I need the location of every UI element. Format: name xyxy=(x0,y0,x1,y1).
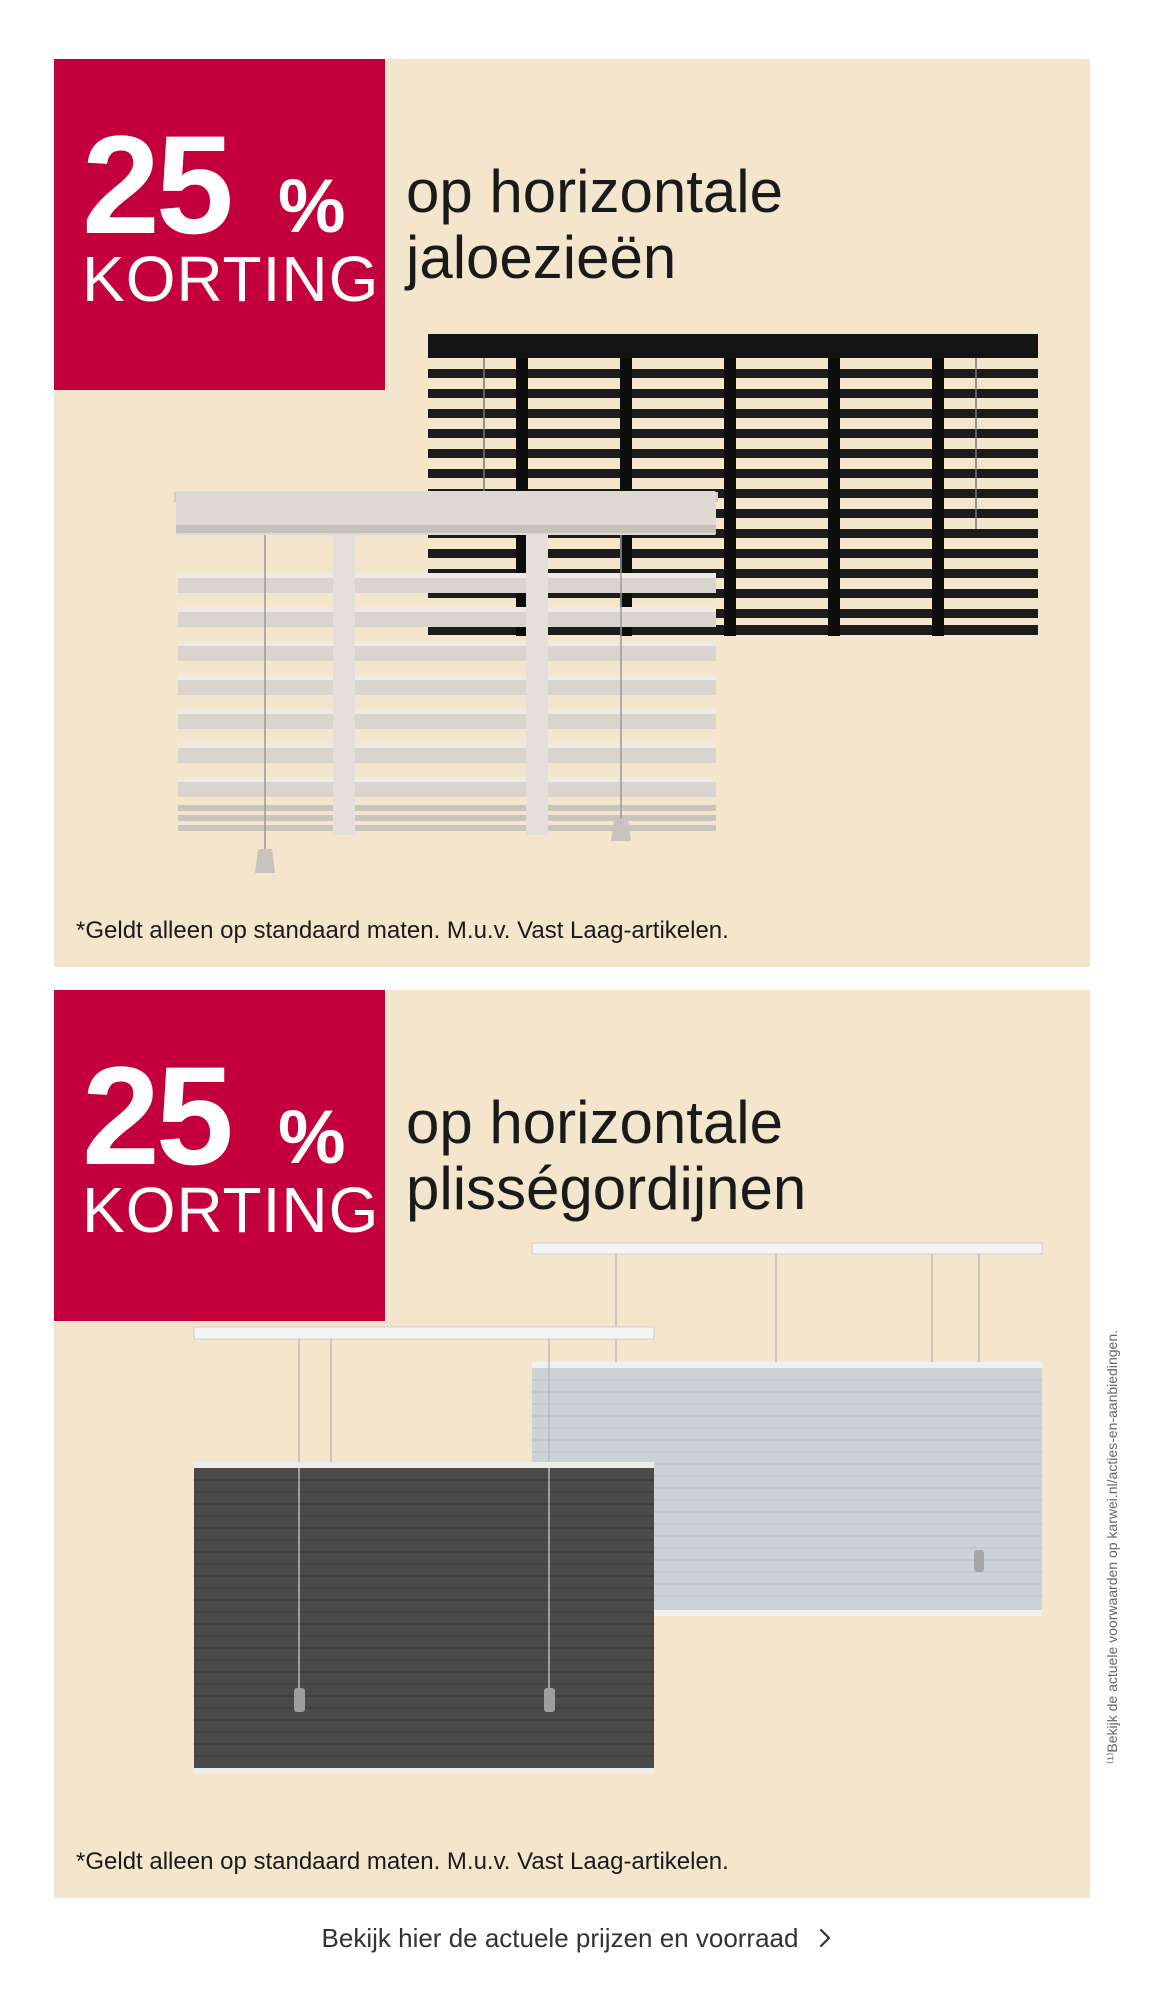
headline-line-2: plisségordijnen xyxy=(406,1155,807,1222)
discount-label: KORTING xyxy=(82,1174,380,1246)
discount-number: 25 xyxy=(82,106,230,263)
disclaimer-text: *Geldt alleen op standaard maten. M.u.v. Vast Laag-artikelen. xyxy=(76,1848,729,1875)
prices-stock-link-label: Bekijk hier de actuele prijzen en voorraad xyxy=(321,1922,799,1953)
headline-line-1: op horizontale xyxy=(406,1089,783,1156)
discount-percent: % xyxy=(278,1095,346,1180)
discount-percent: % xyxy=(278,164,346,249)
promo-card-jaloezieen[interactable] xyxy=(54,59,1090,967)
terms-side-note: ⁽¹⁾Bekijk de actuele voorwaarden op karwei.nl/acties-en-aanbiedingen. xyxy=(1104,1330,1120,1765)
discount-number: 25 xyxy=(82,1037,230,1194)
promo-card-plissegordijnen[interactable] xyxy=(54,990,1090,1898)
discount-badge xyxy=(54,59,385,390)
promo-headline xyxy=(406,159,1066,291)
disclaimer-text: *Geldt alleen op standaard maten. M.u.v. Vast Laag-artikelen. xyxy=(76,917,729,944)
discount-label: KORTING xyxy=(82,243,380,315)
headline-line-1: op horizontale xyxy=(406,158,783,225)
chevron-right-icon xyxy=(818,1927,832,1949)
promo-headline xyxy=(406,1090,1066,1222)
headline-line-2: jaloezieën xyxy=(406,224,677,291)
discount-badge xyxy=(54,990,385,1321)
white-blind xyxy=(174,491,718,873)
prices-stock-link[interactable] xyxy=(0,1918,1154,1958)
